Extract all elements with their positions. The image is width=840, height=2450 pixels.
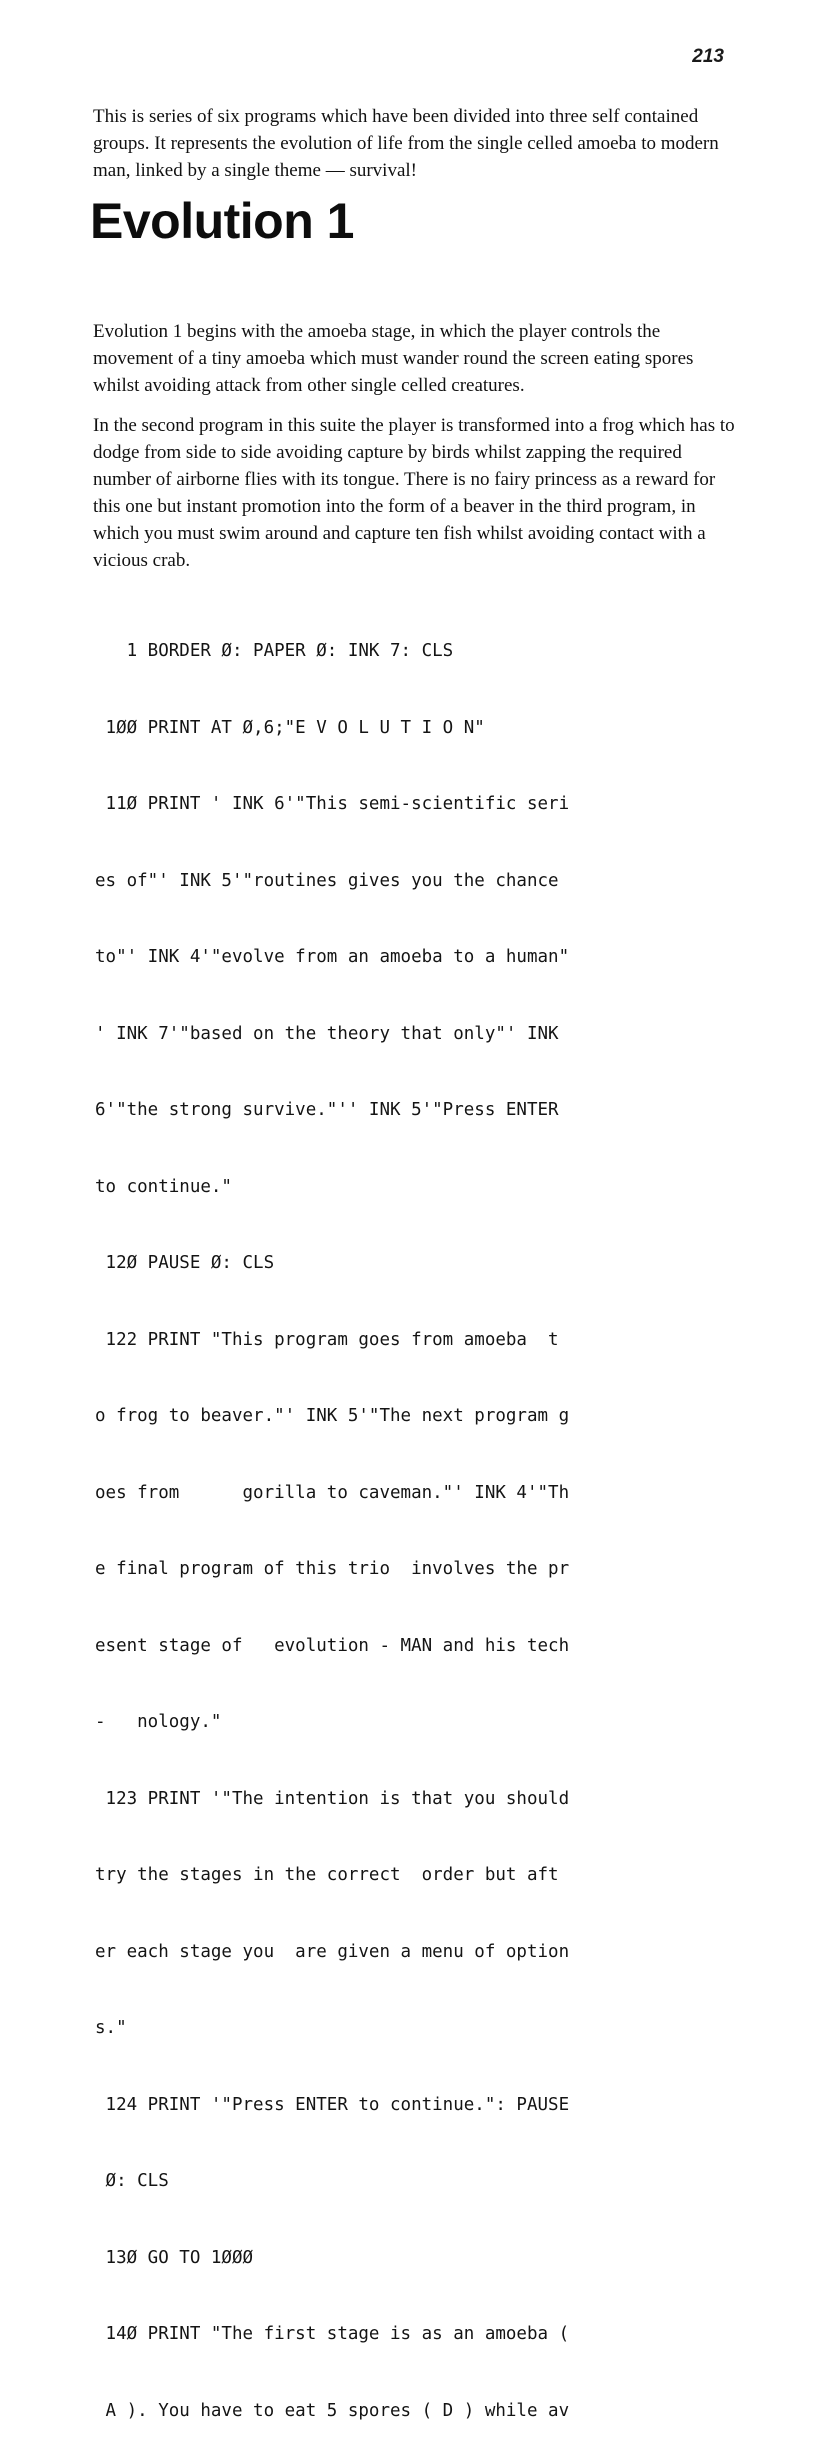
code-line: 14Ø PRINT "The first stage is as an amoeba (: [95, 2324, 570, 2344]
body-paragraph-2: In the second program in this suite the player is transformed into a frog which has to dodge from side to side avoiding capture by birds whilst zapping the required number of airborne flies with its tongue. There is no fairy princess as a reward for this one but instant promotion into the form of a beaver in the third program, in which you must swim around and capture ten fish whilst avoiding contact with a vicious crab.: [93, 415, 735, 571]
code-line: Ø: CLS: [95, 2171, 169, 2191]
code-line: oes from gorilla to caveman."' INK 4'"Th: [95, 1482, 570, 1503]
body-paragraph-1: Evolution 1 begins with the amoeba stage, in which the player controls the movement of a tiny amoeba which must wander round the screen eating spores whilst avoiding attack from other single celled creatures.: [93, 321, 694, 396]
code-line: 122 PRINT "This program goes from amoeba t: [95, 1329, 559, 1350]
code-line: 1 BORDER Ø: PAPER Ø: INK 7: CLS: [95, 641, 454, 661]
code-line: esent stage of evolution - MAN and his tech: [95, 1635, 570, 1656]
code-line: ' INK 7'"based on the theory that only"' INK: [95, 1023, 559, 1044]
code-line: 6'"the strong survive."'' INK 5'"Press ENTER: [95, 1100, 559, 1120]
code-line: es of"' INK 5'"routines gives you the chance: [95, 870, 559, 891]
code-line: s.": [95, 2018, 127, 2038]
code-line: to continue.": [95, 1176, 232, 1197]
page-number: 213: [692, 46, 724, 67]
code-line: 124 PRINT '"Press ENTER to continue.": PAUSE: [95, 2094, 570, 2115]
code-line: to"' INK 4'"evolve from an amoeba to a human": [95, 947, 570, 967]
program-listing: [95, 588, 765, 2450]
code-line: 13Ø GO TO 1ØØØ: [95, 2247, 254, 2268]
code-line: try the stages in the correct order but aft: [95, 1865, 559, 1885]
code-line: 12Ø PAUSE Ø: CLS: [95, 1253, 275, 1273]
code-line: 1ØØ PRINT AT Ø,6;"E V O L U T I O N": [95, 717, 485, 738]
code-line: - nology.": [95, 1712, 222, 1732]
code-line: 123 PRINT '"The intention is that you should: [95, 1788, 570, 1809]
code-line: A ). You have to eat 5 spores ( D ) while av: [95, 2400, 570, 2421]
code-line: 11Ø PRINT ' INK 6'"This semi-scientific seri: [95, 794, 570, 814]
intro-paragraph: This is series of six programs which have been divided into three self contained groups. It represents the evolution of life from the single celled amoeba to modern man, linked by a single theme — survival!: [93, 106, 719, 181]
code-line: o frog to beaver."' INK 5'"The next program g: [95, 1406, 570, 1426]
code-line: e final program of this trio involves the pr: [95, 1559, 570, 1579]
section-title: Evolution 1: [90, 193, 354, 249]
code-line: er each stage you are given a menu of option: [95, 1941, 570, 1962]
